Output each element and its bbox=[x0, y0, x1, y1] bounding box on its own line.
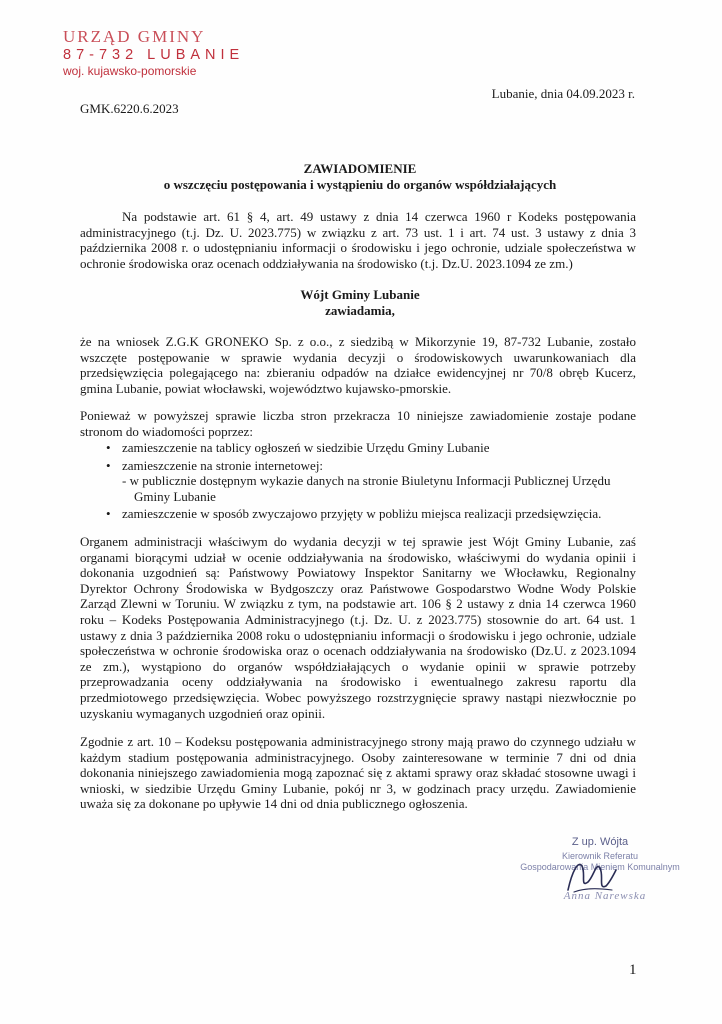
list-item: • zamieszczenie na stronie internetowej: bbox=[106, 457, 324, 473]
authority-verb: zawiadamia, bbox=[325, 303, 395, 318]
list-subitem-continuation: Gminy Lubanie bbox=[134, 488, 216, 504]
list-subitem: - w publicznie dostępnym wykazie danych na stronie Biuletynu Informacji Publicznej Urzędu bbox=[122, 473, 611, 489]
notification-methods-list bbox=[106, 440, 636, 522]
document-date: Lubanie, dnia 04.09.2023 r. bbox=[491, 86, 635, 101]
competent-authority-paragraph: Organem administracji właściwym do wydania decyzji w tej sprawie jest Wójt Gminy Lubanie, zaś organami biorącymi udział w ocenie oddziaływania na środowisko, właściwymi do wydania opinii i dokonania uzgodnień są: Państwowy Powiatowy Inspektor Sanitarny we Włocławku, Regionalny Dyrektor Ochrony Środowiska w Bydgoszczy oraz Państwowe Gospodarstwo Wodne Wody Polskie Zarząd Zlewni w Toruniu. W związku z tym, na podstawie art. 106 § 2 ustawy z dnia 14 czerwca 1960 roku – Kodeks Postępowania Administracyjnego (t.j. Dz. U. z 2023.775) stosownie do art. 64 ust. 1 ustawy z dnia 3 października 2008 roku o udostępnianiu informacji o środowisku i jego ochronie, udziale społeczeństwa w ochronie środowiska oraz o ocenach oddziaływania na środowisko (Dz.U. z 2023.1094 ze zm.), wystąpiono do organów współdziałających o wydanie opinii w sprawie potrzeby przeprowadzania oceny oddziaływania na środowisko i ewentualnego zakresu raportu dla przedmiotowego przedsięwzięcia. Wobec powyższego rozstrzygnięcie sprawy nastąpi niezwłocznie po uzyskaniu wymaganych uzgodnień oraz opinii. bbox=[80, 534, 636, 721]
stamp-position: Kierownik Referatu bbox=[561, 851, 639, 861]
handwritten-signature bbox=[560, 852, 620, 900]
document-subtitle: o wszczęciu postępowania i wystąpieniu do organów współdziałających bbox=[163, 177, 557, 192]
document-title: ZAWIADOMIENIE bbox=[303, 161, 417, 176]
list-item: • zamieszczenie na tablicy ogłoszeń w siedzibie Urzędu Gminy Lubanie bbox=[106, 440, 490, 455]
authority-name: Wójt Gminy Lubanie bbox=[300, 287, 420, 302]
legal-basis-paragraph: Na podstawie art. 61 § 4, art. 49 ustawy z dnia 14 czerwca 1960 r Kodeks postępowania administracyjnego (t.j. Dz. U. 2023.775) w związku z art. 73 ust. 1 i art. 74 ust. 3 ustawy z dnia 3 października 2008 r. o udostępnianiu informacji o środowisku i jego ochronie, udziale społeczeństwa w ochronie środowiska oraz ocenach oddziaływania na środowisko (t.j. Dz.U. 2023.1094 ze zm.) bbox=[80, 209, 636, 271]
list-item: • zamieszczenie w sposób zwyczajowo przyjęty w pobliżu miejsca realizacji przedsięwzięcia. bbox=[106, 506, 602, 522]
proceedings-paragraph: że na wniosek Z.G.K GRONEKO Sp. z o.o., z siedzibą w Mikorzynie 19, 87-732 Lubanie, zostało wszczęte postępowanie w sprawie wydania decyzji o środowiskowych uwarunkowaniach dla przedsięwzięcia polegającego na: zbieraniu odpadów na działce ewidencyjnej nr 70/8 obręb Kucerz, gmina Lubanie, powiat włocławski, województwo kujawsko-pmorskie. bbox=[80, 334, 636, 396]
notification-paragraph: Ponieważ w powyższej sprawie liczba stron przekracza 10 niniejsze zawiadomienie zostaje podane stronom do wiadomości poprzez: bbox=[80, 408, 636, 439]
stamp-signer-name: Anna Narewska bbox=[563, 890, 647, 902]
stamp-on-behalf: Z up. Wójta bbox=[571, 836, 629, 848]
bullet-icon: • bbox=[106, 440, 111, 455]
stamp-department: Gospodarowania Mieniem Komunalnym bbox=[520, 862, 680, 872]
page-number: 1 bbox=[629, 962, 637, 978]
stamp-office-name: URZĄD GMINY bbox=[63, 27, 206, 46]
stamp-voivodeship: woj. kujawsko-pomorskie bbox=[63, 63, 197, 78]
case-reference: GMK.6220.6.2023 bbox=[80, 101, 179, 116]
bullet-icon: • bbox=[106, 506, 111, 522]
office-stamp bbox=[63, 28, 244, 77]
stamp-postal-code: 87-732 LUBANIE bbox=[63, 47, 245, 63]
party-rights-paragraph: Zgodnie z art. 10 – Kodeksu postępowania administracyjnego strony mają prawo do czynnego udziału w każdym stadium postępowania administracyjnego. Osoby zainteresowane w terminie 7 dni od dnia dokonania niniejszego zawiadomienia mogą zapoznać się z aktami sprawy oraz składać stosowne uwagi i wnioski, w siedzibie Urzędu Gminy Lubanie, pokój nr 3, w godzinach pracy urzędu. Zawiadomienie uważa się za dokonane po upływie 14 dni od dnia publicznego ogłoszenia. bbox=[80, 734, 636, 812]
bullet-icon: • bbox=[106, 457, 111, 473]
